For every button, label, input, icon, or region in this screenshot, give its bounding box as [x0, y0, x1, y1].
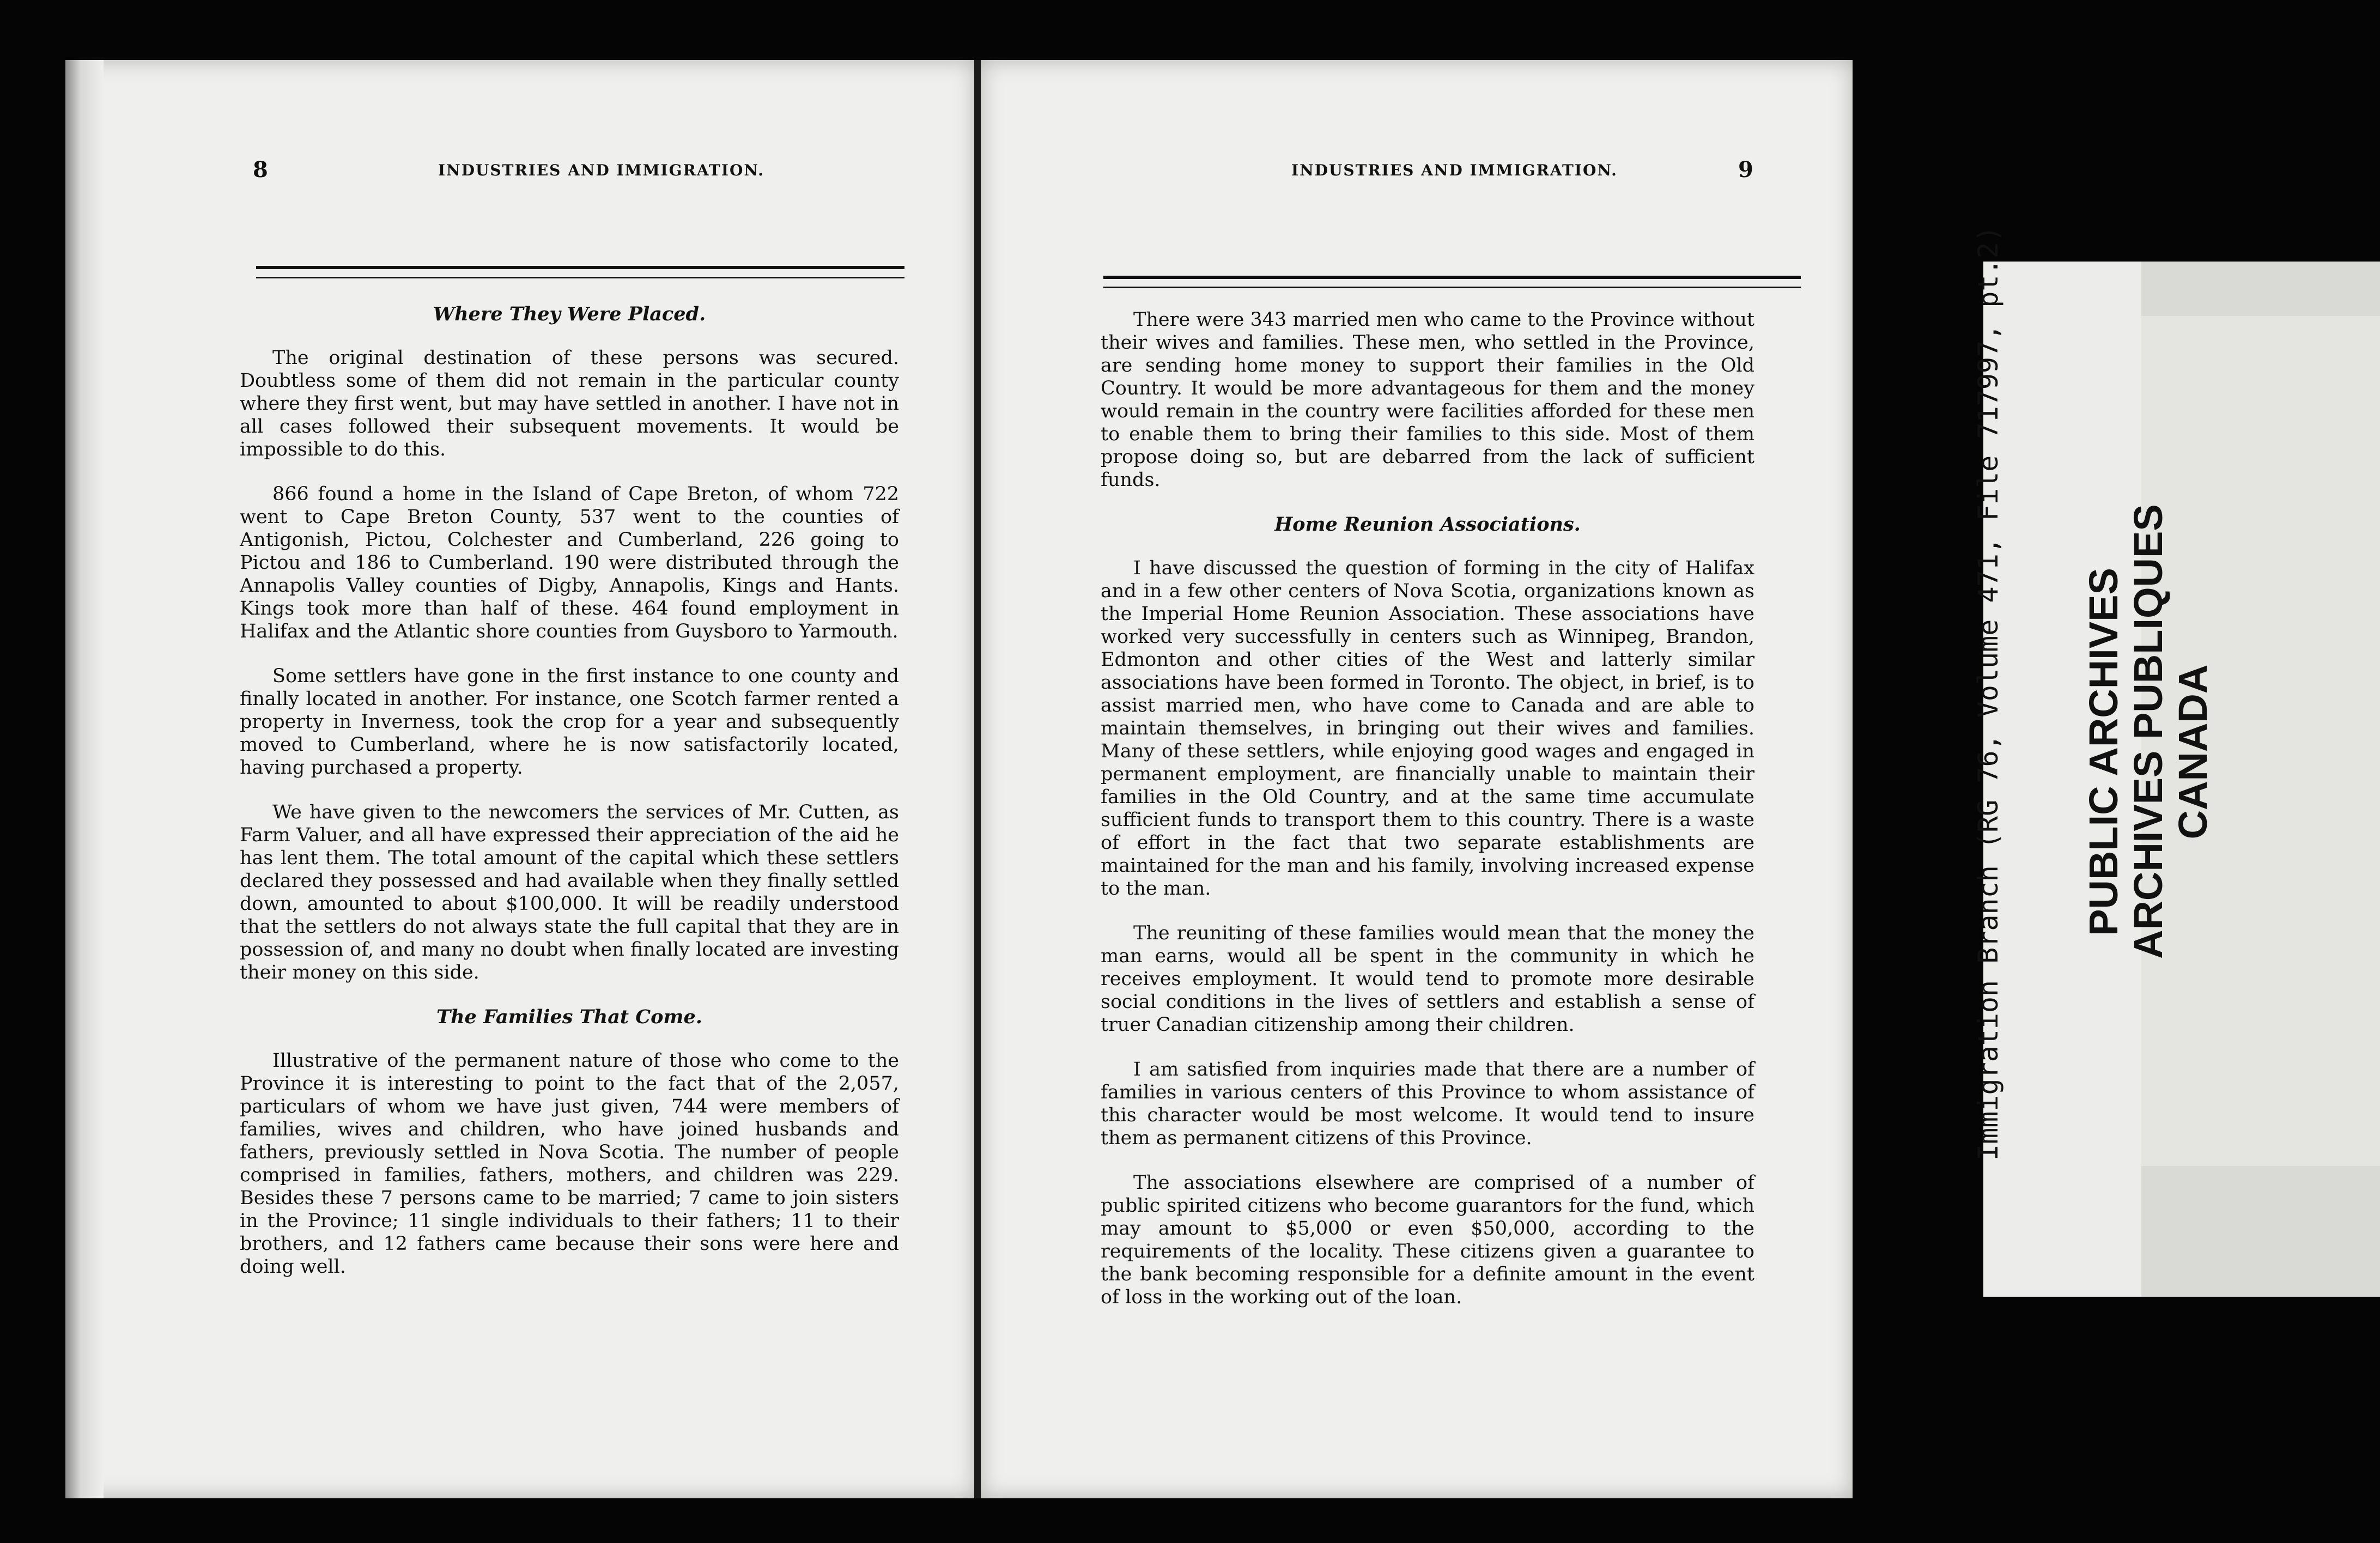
paragraph: We have given to the newcomers the services of Mr. Cutten, as Farm Valuer, and all have expressed their appreciation of the aid he has lent them. The total amount of the capital which these settlers declared they possessed and had available when they finally settled down, amounted to about $100,000. It will be readily understood that the settlers do not always state the full capital that they are in possession of, and many no doubt when finally located are investing their money on this side.	[240, 801, 899, 983]
stamp-line: ARCHIVES PUBLIQUES	[2126, 504, 2171, 959]
paragraph: Some settlers have gone in the first instance to one county and finally located in another. For instance, one Scotch farmer rented a property in Inverness, took the crop for a year and subsequently moved to Cumberland, where he is now satisfactorily located, having purchased a property.	[240, 665, 899, 779]
paragraph: Illustrative of the permanent nature of those who come to the Province it is interesting to point to the fact that of the 2,057, particulars of whom we have just given, 744 were members of families, wives and children, who have joined husbands and fathers, previously settled in Nova Scotia. The number of people comprised in families, fathers, mothers, and children was 229. Besides these 7 persons came to be married; 7 came to join sisters in the Province; 11 single individuals to their fathers; 11 to their brothers, and 12 fathers came because their sons were here and doing well.	[240, 1050, 899, 1278]
stamp-line: PUBLIC ARCHIVES	[2081, 568, 2126, 936]
paragraph: I have discussed the question of forming in the city of Halifax and in a few other centers of Nova Scotia, organizations known as the Imperial Home Reunion Association. These associations have worked very successfully in centers such as Winnipeg, Brandon, Edmonton and other cities of the West and latterly similar associations have been formed in Toronto. The object, in brief, is to assist married men, who have come to Canada and are able to maintain themselves, in bringing out their wives and families. Many of these settlers, while enjoying good wages and engaged in permanent employment, are financially unable to maintain their families in the Old Country, and at the same time accumulate sufficient funds to transport them to this country. There is a waste of effort in the fact that two separate establishments are maintained for the man and his family, involving increased expense to the man.	[1101, 557, 1754, 900]
paragraph: I am satisfied from inquiries made that there are a number of families in various centers of this Province to whom assistance of this character would be most welcome. It would tend to insure them as permanent citizens of this Province.	[1101, 1059, 1754, 1149]
paragraph: The original destination of these persons was secured. Doubtless some of them did not remain in the particular county where they first went, but may have settled in another. I have not in all cases followed their subsequent movements. It would be impossible to do this.	[240, 347, 899, 460]
archives-stamp	[2081, 504, 2215, 959]
left-header-title: INDUSTRIES AND IMMIGRATION.	[438, 161, 764, 179]
paragraph: 866 found a home in the Island of Cape Breton, of whom 722 went to Cape Breton County, 537 went to the counties of Antigonish, Pictou, Colchester and Cumberland, 226 going to Pictou and 186 to Cumberland. 190 were distributed through the Annapolis Valley counties of Digby, Annapolis, Kings and Hants. Kings took more than half of these. 464 found employment in Halifax and the Atlantic shore counties from Guysboro to Yarmouth.	[240, 483, 899, 642]
left-page-number: 8	[253, 157, 269, 183]
paragraph: The reuniting of these families would mean that the money the man earns, would all be spent in the community in which he receives employment. It would tend to promote more desirable social conditions in the lives of settlers and establish a sense of truer Canadian citizenship among their children.	[1101, 922, 1754, 1036]
left-running-head	[253, 157, 907, 194]
right-header-rule	[1103, 276, 1801, 288]
right-running-head	[1101, 157, 1809, 194]
section-heading: Where They Were Placed.	[433, 303, 706, 325]
right-page-number: 9	[1738, 157, 1754, 183]
paragraph: The associations elsewhere are comprised of a number of public spirited citizens who become guarantors for the fund, which may amount to $5,000 or even $50,000, according to the requirements of the locality. These citizens given a guarantee to the bank becoming responsible for a definite amount in the event of loss in the working out of the loan.	[1101, 1172, 1754, 1308]
stamp-line: CANADA	[2170, 664, 2215, 840]
paragraph: There were 343 married men who came to the Province without their wives and families. These men, who settled in the Province, are sending home money to support their families in the Old Country. It would be more advantageous for them and the money would remain in the country were facilities afforded for these men to enable them to bring their families to this side. Most of them propose doing so, but are debarred from the lack of sufficient funds.	[1101, 309, 1754, 491]
right-text-column	[1101, 308, 1754, 1331]
page-edge	[65, 60, 104, 1498]
left-text-column	[240, 303, 899, 1300]
left-header-rule	[256, 266, 904, 278]
section-heading: Home Reunion Associations.	[1274, 513, 1581, 536]
file-reference: Immigration Branch (RG 76, Volume 471, File 717997, pt.2)	[1972, 226, 2004, 1161]
right-header-title: INDUSTRIES AND IMMIGRATION.	[1291, 161, 1618, 179]
section-heading: The Families That Come.	[436, 1006, 702, 1028]
